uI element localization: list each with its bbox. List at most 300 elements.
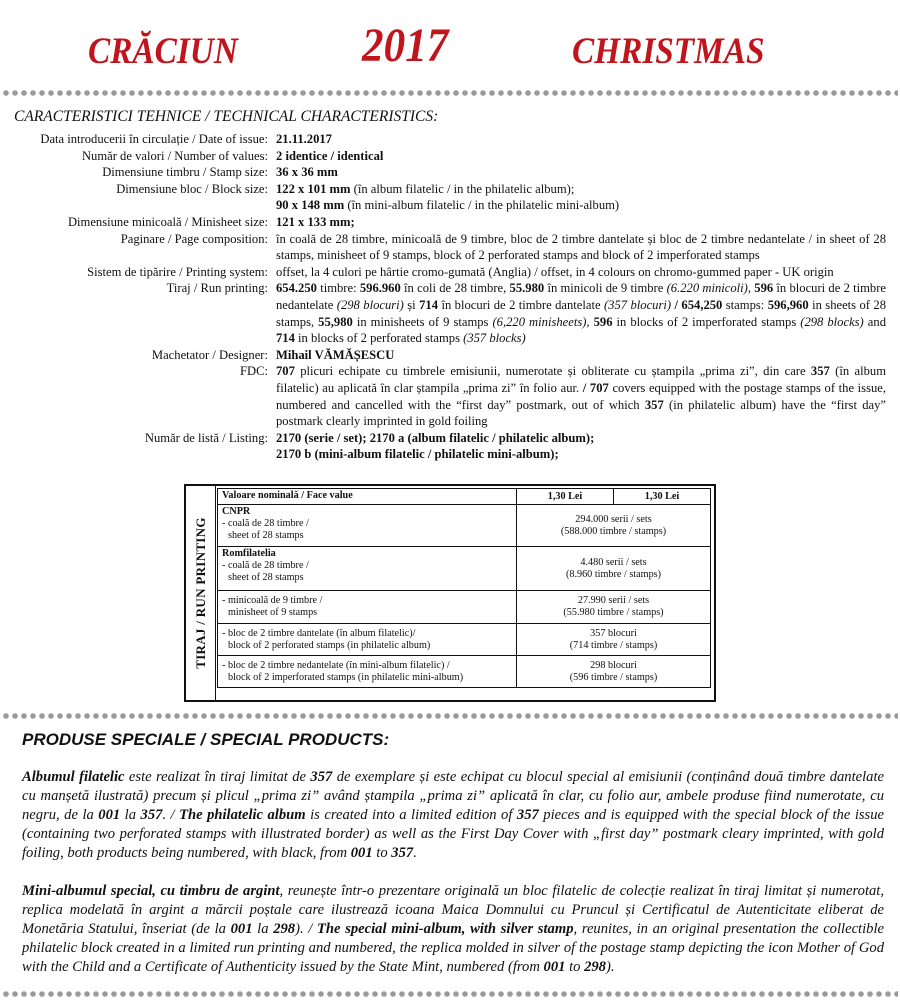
divider-dot <box>534 713 540 719</box>
row-line: - bloc de 2 timbre nedantelate (în mini-album filatelic) / <box>222 659 450 671</box>
divider-dot <box>633 991 639 997</box>
divider-dot <box>660 713 666 719</box>
divider-dot <box>12 90 18 96</box>
divider-dot <box>84 991 90 997</box>
face-value-label: Valoare nominală / Face value <box>218 489 517 505</box>
divider-dot <box>498 991 504 997</box>
divider-dot <box>768 713 774 719</box>
divider-dot <box>399 90 405 96</box>
dotted-divider <box>2 712 898 720</box>
divider-dot <box>696 90 702 96</box>
technical-heading: CARACTERISTICI TEHNICE / TECHNICAL CHARACTERISTICS: <box>14 108 439 125</box>
divider-dot <box>93 991 99 997</box>
divider-dot <box>624 991 630 997</box>
divider-dot <box>336 991 342 997</box>
spec-row-run <box>0 280 900 346</box>
divider-dot <box>552 713 558 719</box>
divider-dot <box>48 90 54 96</box>
spec-value: 121 x 133 mm; <box>276 214 355 229</box>
row-value: (596 timbre / stamps) <box>569 671 658 683</box>
divider-dot <box>660 991 666 997</box>
divider-dot <box>669 90 675 96</box>
divider-dot <box>867 90 873 96</box>
divider-dot <box>561 991 567 997</box>
divider-dot <box>399 713 405 719</box>
spec-label: Tiraj / Run printing: <box>166 281 268 296</box>
divider-dot <box>885 90 891 96</box>
divider-dot <box>120 90 126 96</box>
divider-dot <box>309 713 315 719</box>
divider-dot <box>795 991 801 997</box>
divider-dot <box>498 713 504 719</box>
divider-dot <box>615 713 621 719</box>
divider-dot <box>39 90 45 96</box>
divider-dot <box>579 991 585 997</box>
row-value: 294.000 serii / sets <box>575 513 652 525</box>
divider-dot <box>606 713 612 719</box>
divider-dot <box>327 991 333 997</box>
divider-dot <box>525 991 531 997</box>
divider-dot <box>750 991 756 997</box>
divider-dot <box>705 90 711 96</box>
divider-dot <box>849 90 855 96</box>
divider-dot <box>822 713 828 719</box>
spec-row-printing <box>0 264 900 281</box>
divider-dot <box>741 90 747 96</box>
divider-dot <box>894 90 898 96</box>
divider-dot <box>489 90 495 96</box>
divider-dot <box>813 90 819 96</box>
divider-dot <box>777 713 783 719</box>
divider-dot <box>255 90 261 96</box>
divider-dot <box>714 713 720 719</box>
divider-dot <box>372 90 378 96</box>
divider-dot <box>237 713 243 719</box>
spec-row-listing <box>0 430 900 463</box>
spec-value: (în mini-album filatelic / in the philatelic mini-album) <box>344 198 620 213</box>
divider-dot <box>291 713 297 719</box>
divider-dot <box>624 90 630 96</box>
divider-dot <box>408 713 414 719</box>
divider-dot <box>777 90 783 96</box>
row-value: (55.980 timbre / stamps) <box>563 607 664 618</box>
spec-row-stamp-size <box>0 164 900 181</box>
dotted-divider <box>2 990 898 998</box>
spec-label: Număr de valori / Number of values: <box>81 148 268 163</box>
spec-value: în coală de 28 timbre, minicoală de 9 timbre, bloc de 2 timbre dantelate și bloc de 2 timbre nedantelate / in sheet of 28 stamps, minisheet of 9 stamps, block of 2 perforated stamps and block of 2 imperforated stamps <box>276 231 886 263</box>
face-value-1: 1,30 Lei <box>517 489 614 505</box>
divider-dot <box>372 991 378 997</box>
divider-dot <box>813 713 819 719</box>
divider-dot <box>561 713 567 719</box>
divider-dot <box>138 90 144 96</box>
divider-dot <box>759 991 765 997</box>
divider-dot <box>210 90 216 96</box>
divider-dot <box>543 90 549 96</box>
divider-dot <box>750 713 756 719</box>
technical-characteristics <box>0 131 900 463</box>
divider-dot <box>318 90 324 96</box>
divider-dot <box>480 713 486 719</box>
spec-value: 90 x 148 mm <box>276 198 345 213</box>
divider-dot <box>372 713 378 719</box>
divider-dot <box>246 991 252 997</box>
divider-dot <box>858 991 864 997</box>
divider-dot <box>21 90 27 96</box>
divider-dot <box>354 90 360 96</box>
row-line: block of 2 imperforated stamps (in philatelic mini-album) <box>228 671 464 683</box>
divider-dot <box>804 90 810 96</box>
divider-dot <box>705 713 711 719</box>
divider-dot <box>876 991 882 997</box>
divider-dot <box>84 90 90 96</box>
table-row <box>218 624 711 656</box>
table-header-row <box>218 489 711 505</box>
divider-dot <box>822 90 828 96</box>
divider-dot <box>588 713 594 719</box>
divider-dot <box>84 713 90 719</box>
divider-dot <box>444 90 450 96</box>
divider-dot <box>516 713 522 719</box>
spec-label: Machetator / Designer: <box>151 347 268 362</box>
spec-row-minisheet <box>0 214 900 231</box>
divider-dot <box>588 90 594 96</box>
divider-dot <box>858 90 864 96</box>
divider-dot <box>102 713 108 719</box>
divider-dot <box>561 90 567 96</box>
divider-dot <box>327 713 333 719</box>
divider-dot <box>300 90 306 96</box>
spec-label: FDC: <box>240 364 268 379</box>
divider-dot <box>75 991 81 997</box>
spec-row-designer <box>0 347 900 364</box>
spec-value: 2 identice / identical <box>276 148 384 163</box>
divider-dot <box>885 991 891 997</box>
divider-dot <box>471 991 477 997</box>
spec-label: Număr de listă / Listing: <box>144 430 268 445</box>
divider-dot <box>165 90 171 96</box>
divider-dot <box>129 991 135 997</box>
divider-dot <box>192 713 198 719</box>
divider-dot <box>786 991 792 997</box>
divider-dot <box>282 713 288 719</box>
divider-dot <box>21 713 27 719</box>
face-value-2: 1,30 Lei <box>614 489 711 505</box>
divider-dot <box>390 713 396 719</box>
spec-value: 21.11.2017 <box>276 132 332 146</box>
divider-dot <box>795 713 801 719</box>
divider-dot <box>336 713 342 719</box>
spec-value: 654.250 timbre: 596.960 în coli de 28 timbre, 55.980 în minicoli de 9 timbre (6.220 minicoli), 596 în blocuri de 2 timbre nedantelate (298 blocuri) și 714 în blocuri de 2 timbre dantelate (357 blocuri) / 654,250 stamps: 596,960 in sheets of 28 stamps, 55,980 in minisheets of 9 stamps (6,220 minisheets), 596 in blocks of 2 imperforated stamps (298 blocks) and 714 in blocks of 2 perforated stamps (357 blocks) <box>276 281 887 346</box>
divider-dot <box>93 713 99 719</box>
divider-dot <box>624 713 630 719</box>
divider-dot <box>840 90 846 96</box>
row-line: - coală de 28 timbre / <box>222 560 309 571</box>
spec-label: Dimensiune timbru / Stamp size: <box>102 165 268 180</box>
divider-dot <box>354 991 360 997</box>
divider-dot <box>291 90 297 96</box>
spec-value: (în album filatelic / in the philatelic album); <box>350 181 575 196</box>
divider-dot <box>147 991 153 997</box>
divider-dot <box>525 713 531 719</box>
divider-dot <box>606 90 612 96</box>
divider-dot <box>651 991 657 997</box>
divider-dot <box>264 713 270 719</box>
divider-dot <box>3 713 9 719</box>
vertical-label: TIRAJ / RUN PRINTING <box>193 517 208 669</box>
divider-dot <box>786 90 792 96</box>
divider-dot <box>174 991 180 997</box>
divider-dot <box>759 90 765 96</box>
divider-dot <box>30 90 36 96</box>
divider-dot <box>570 713 576 719</box>
divider-dot <box>120 713 126 719</box>
divider-dot <box>417 90 423 96</box>
divider-dot <box>435 713 441 719</box>
row-line: - coală de 28 timbre / <box>222 518 309 529</box>
divider-dot <box>678 713 684 719</box>
divider-dot <box>3 991 9 997</box>
divider-dot <box>732 991 738 997</box>
divider-dot <box>723 90 729 96</box>
divider-dot <box>192 90 198 96</box>
divider-dot <box>867 991 873 997</box>
divider-dot <box>48 713 54 719</box>
divider-dot <box>552 90 558 96</box>
divider-dot <box>183 90 189 96</box>
spec-value: 36 x 36 mm <box>276 165 338 180</box>
divider-dot <box>885 713 891 719</box>
divider-dot <box>156 991 162 997</box>
divider-dot <box>75 90 81 96</box>
divider-dot <box>183 713 189 719</box>
divider-dot <box>363 991 369 997</box>
divider-dot <box>642 991 648 997</box>
divider-dot <box>633 713 639 719</box>
divider-dot <box>678 991 684 997</box>
table-row <box>218 591 711 624</box>
divider-dot <box>795 90 801 96</box>
divider-dot <box>264 90 270 96</box>
divider-dot <box>633 90 639 96</box>
divider-dot <box>651 713 657 719</box>
divider-dot <box>489 713 495 719</box>
divider-dot <box>39 713 45 719</box>
divider-dot <box>102 90 108 96</box>
divider-dot <box>219 713 225 719</box>
divider-dot <box>237 90 243 96</box>
divider-dot <box>111 713 117 719</box>
divider-dot <box>822 991 828 997</box>
divider-dot <box>777 991 783 997</box>
divider-dot <box>498 90 504 96</box>
divider-dot <box>858 713 864 719</box>
title-english: CHRISTMAS <box>572 31 765 72</box>
divider-dot <box>768 991 774 997</box>
divider-dot <box>111 991 117 997</box>
divider-dot <box>282 991 288 997</box>
divider-dot <box>462 991 468 997</box>
divider-dot <box>381 991 387 997</box>
divider-dot <box>75 713 81 719</box>
divider-dot <box>390 991 396 997</box>
divider-dot <box>579 713 585 719</box>
mini-album-paragraph: Mini-albumul special, cu timbru de argint, reunește într-o prezentare originală un bloc filatelic de colecție realizat în tiraj limitat și numerotat, replica modelată în argint a mărcii poștale care ilustrează icoana Maica Domnului cu Pruncul și Certificatul de Autenticitate eliberat de Monetăria Statului, înseriat (de la 001 la 298). / The special mini-album, with silver stamp, reunites, in an original presentation the collectible philatelic block created in a limited run printing and numbered, the replica molded in silver of the postage stamp depicting the icon Mother of God with the Child and a Certificate of Authenticity issued by the State Mint, numbered (from 001 to 298). <box>22 883 884 975</box>
spec-label: Data introducerii în circulație / Date of issue: <box>40 132 268 146</box>
divider-dot <box>93 90 99 96</box>
divider-dot <box>813 991 819 997</box>
row-title: Romfilatelia <box>222 548 276 559</box>
divider-dot <box>687 991 693 997</box>
divider-dot <box>597 991 603 997</box>
divider-dot <box>66 991 72 997</box>
divider-dot <box>210 991 216 997</box>
divider-dot <box>732 713 738 719</box>
divider-dot <box>183 991 189 997</box>
divider-dot <box>831 90 837 96</box>
special-products-heading: PRODUSE SPECIALE / SPECIAL PRODUCTS: <box>22 730 390 749</box>
divider-dot <box>840 991 846 997</box>
divider-dot <box>894 991 898 997</box>
divider-dot <box>876 90 882 96</box>
divider-dot <box>462 90 468 96</box>
divider-dot <box>273 991 279 997</box>
divider-dot <box>804 713 810 719</box>
row-line: sheet of 28 stamps <box>228 530 304 541</box>
divider-dot <box>723 713 729 719</box>
album-paragraph: Albumul filatelic este realizat în tiraj limitat de 357 de exemplare și este echipat cu blocul special al emisiunii (conținând două timbre dantelate cu manșetă ilustrată) precum și plicul „prima zi” având ștampila „prima zi” aplicată în clar, cu folio aur, ambele produse fiind numerotate, cu negru, de la 001 la 357. / The philatelic album is created into a limited edition of 357 pieces and is equipped with the special block of the issue (containing two perforated stamps with illustrated border) as well as the First Day Cover with „first day” postmark cleary imprinted, with gold foiling, both products being numbered, with black, from 001 to 357. <box>22 769 885 861</box>
divider-dot <box>687 90 693 96</box>
divider-dot <box>489 991 495 997</box>
divider-dot <box>426 713 432 719</box>
divider-dot <box>381 90 387 96</box>
divider-dot <box>552 991 558 997</box>
divider-dot <box>219 991 225 997</box>
divider-dot <box>669 991 675 997</box>
divider-dot <box>363 713 369 719</box>
divider-dot <box>714 991 720 997</box>
divider-dot <box>408 90 414 96</box>
divider-dot <box>129 713 135 719</box>
divider-dot <box>66 713 72 719</box>
divider-dot <box>138 713 144 719</box>
divider-dot <box>768 90 774 96</box>
divider-dot <box>516 991 522 997</box>
divider-dot <box>390 90 396 96</box>
divider-dot <box>741 713 747 719</box>
divider-dot <box>651 90 657 96</box>
divider-dot <box>786 713 792 719</box>
spec-label: Dimensiune minicoală / Minisheet size: <box>67 214 268 229</box>
divider-dot <box>570 991 576 997</box>
divider-dot <box>309 991 315 997</box>
row-title: CNPR <box>222 506 251 517</box>
divider-dot <box>408 991 414 997</box>
spec-row-date <box>0 131 900 148</box>
table-row <box>218 505 711 547</box>
divider-dot <box>525 90 531 96</box>
row-value: (588.000 timbre / stamps) <box>560 525 667 537</box>
divider-dot <box>534 991 540 997</box>
spec-label: Dimensiune bloc / Block size: <box>116 181 268 196</box>
title-romanian: CRĂCIUN <box>88 31 238 72</box>
divider-dot <box>543 991 549 997</box>
divider-dot <box>363 90 369 96</box>
divider-dot <box>165 713 171 719</box>
divider-dot <box>354 713 360 719</box>
divider-dot <box>426 991 432 997</box>
spec-row-values <box>0 148 900 165</box>
divider-dot <box>57 991 63 997</box>
divider-dot <box>804 991 810 997</box>
spec-value: 2170 (serie / set); 2170 a (album filatelic / philatelic album); <box>276 430 595 445</box>
divider-dot <box>255 991 261 997</box>
divider-dot <box>750 90 756 96</box>
divider-dot <box>534 90 540 96</box>
divider-dot <box>138 991 144 997</box>
divider-dot <box>606 991 612 997</box>
divider-dot <box>723 991 729 997</box>
divider-dot <box>732 90 738 96</box>
divider-dot <box>12 713 18 719</box>
divider-dot <box>228 713 234 719</box>
divider-dot <box>174 713 180 719</box>
row-line: minisheet of 9 stamps <box>228 607 318 618</box>
divider-dot <box>642 90 648 96</box>
divider-dot <box>345 713 351 719</box>
divider-dot <box>120 991 126 997</box>
spec-value: 2170 b (mini-album filatelic / philatelic mini-album); <box>276 447 559 462</box>
divider-dot <box>147 90 153 96</box>
spec-row-fdc <box>0 363 900 429</box>
divider-dot <box>417 713 423 719</box>
divider-dot <box>642 713 648 719</box>
divider-dot <box>507 713 513 719</box>
dotted-divider <box>2 89 898 97</box>
divider-dot <box>66 90 72 96</box>
divider-dot <box>174 90 180 96</box>
divider-dot <box>435 90 441 96</box>
run-printing-table <box>184 484 716 702</box>
divider-dot <box>318 713 324 719</box>
divider-dot <box>507 991 513 997</box>
divider-dot <box>345 991 351 997</box>
divider-dot <box>462 713 468 719</box>
divider-dot <box>867 713 873 719</box>
divider-dot <box>426 90 432 96</box>
divider-dot <box>57 90 63 96</box>
divider-dot <box>30 991 36 997</box>
divider-dot <box>381 713 387 719</box>
spec-row-block-size <box>0 181 900 214</box>
spec-row-page <box>0 231 900 264</box>
divider-dot <box>687 713 693 719</box>
divider-dot <box>678 90 684 96</box>
row-line: - bloc de 2 timbre dantelate (în album filatelic)/ <box>222 627 416 639</box>
divider-dot <box>615 991 621 997</box>
divider-dot <box>300 713 306 719</box>
divider-dot <box>705 991 711 997</box>
spec-label: Sistem de tipărire / Printing system: <box>87 264 268 279</box>
row-value: (8.960 timbre / stamps) <box>565 568 662 580</box>
divider-dot <box>246 713 252 719</box>
divider-dot <box>831 991 837 997</box>
row-value: 27.990 serii / sets <box>577 595 650 606</box>
spec-value: offset, la 4 culori pe hârtie cromo-gumată (Anglia) / offset, in 4 colours on chromo-gummed paper - UK origin <box>276 264 834 279</box>
divider-dot <box>219 90 225 96</box>
divider-dot <box>831 713 837 719</box>
divider-dot <box>696 713 702 719</box>
